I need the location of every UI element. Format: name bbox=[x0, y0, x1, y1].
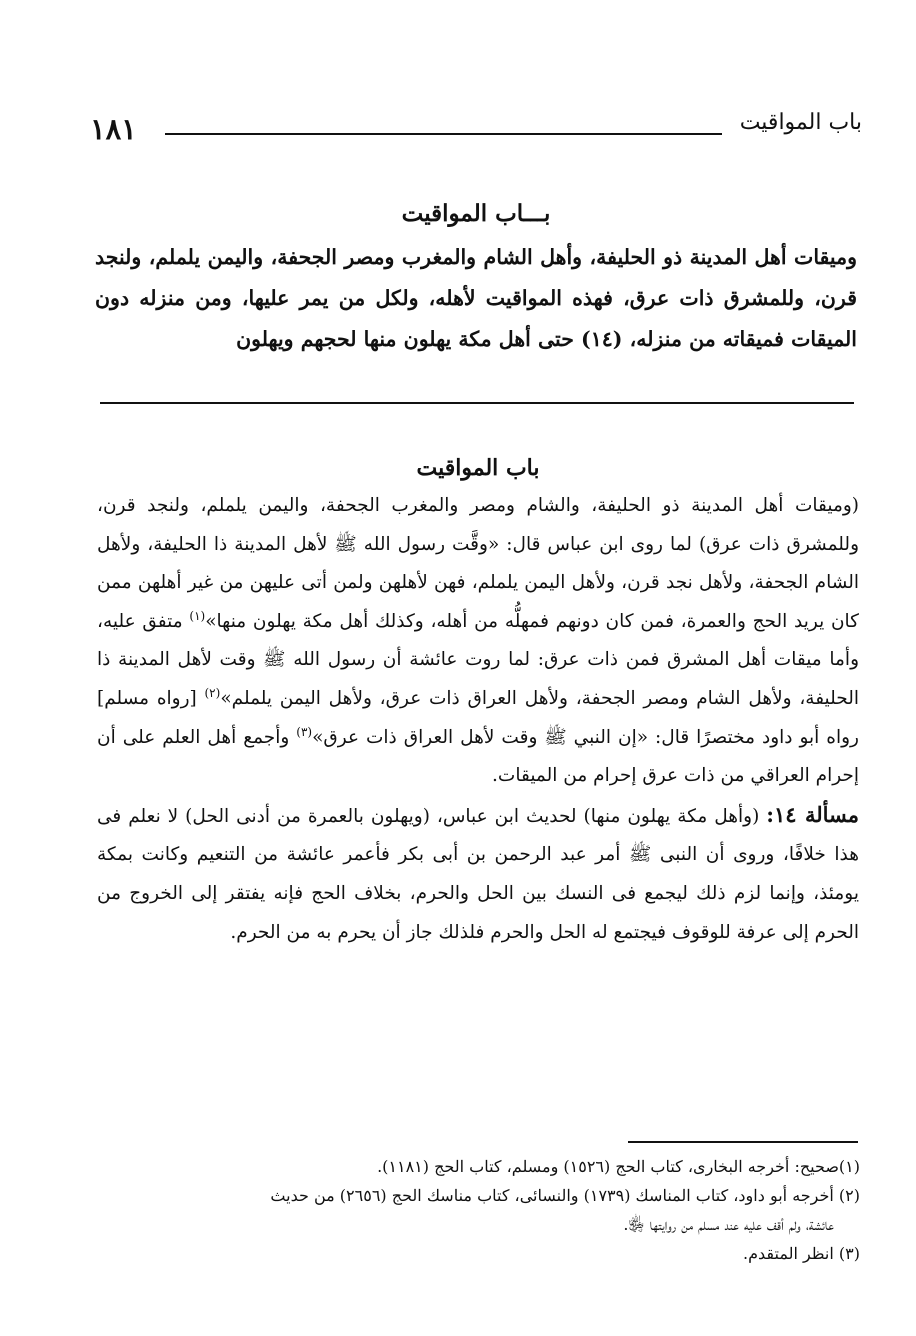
commentary-text-part: [رواه مسلم] رواه أبو داود مختصرًا قال: «إن النبي ﷺ وقت لأهل العراق ذات عرق» bbox=[97, 687, 859, 748]
commentary-text-part: وأجمع أهل العلم على أن إحرام العراقي من ذات عرق إحرام من الميقات. bbox=[97, 726, 859, 787]
commentary-paragraph bbox=[97, 487, 859, 796]
footnote-text: (٣) انظر المتقدم. bbox=[743, 1244, 860, 1263]
footnote-rule bbox=[628, 1141, 858, 1143]
footnote-ref-1[interactable]: (١) bbox=[189, 608, 206, 623]
chapter-title: باب المواقيت bbox=[739, 110, 862, 135]
footnote-continuation: عائشة، ولم أقف عليه عند مسلم من روايتها ﵂. bbox=[623, 1215, 834, 1234]
footnote-2 bbox=[100, 1181, 860, 1239]
footnote-ref-3[interactable]: (٣) bbox=[296, 724, 313, 739]
masala-paragraph bbox=[97, 796, 859, 952]
footnote-text: (١)صحيح: أخرجه البخارى، كتاب الحج (١٥٢٦) ومسلم، كتاب الحج (١١٨١). bbox=[377, 1157, 860, 1176]
matn-heading: بـــاب المواقيت bbox=[401, 200, 551, 227]
section-divider bbox=[100, 402, 854, 404]
header-rule bbox=[165, 133, 722, 135]
matn-text: وميقات أهل المدينة ذو الحليفة، وأهل الشام والمغرب ومصر الجحفة، واليمن يلملم، ولنجد قرن، وللمشرق ذات عرق، فهذه المواقيت لأهله، ولكل من يمر عليها، ومن منزله دون الميقات فميقاته من منزله، (١٤) حتى أهل مكة يهلون منها لحجهم ويهلون bbox=[95, 245, 857, 351]
footnote-text: (٢) أخرجه أبو داود، كتاب المناسك (١٧٣٩) والنسائى، كتاب مناسك الحج (٢٦٥٦) من حديث bbox=[270, 1186, 860, 1205]
commentary-heading: باب المواقيت bbox=[416, 455, 540, 481]
page-number: ١٨١ bbox=[90, 112, 137, 146]
masala-label: مسألة ١٤: bbox=[766, 801, 859, 827]
commentary-text-part: (وميقات أهل المدينة ذو الحليفة، والشام ومصر والمغرب الجحفة، واليمن يلملم، ولنجد قرن، وللمشرق ذات عرق) لما روى ابن عباس قال: «وقَّت رسول الله ﷺ لأهل المدينة ذا الحليفة، ولأهل الشام الجحفة، ولأهل نجد قرن، ولأهل اليمن يلملم، فهن لأهلهن ولمن أتى عليهن من غير أهلهن ممن كان يريد الحج والعمرة، فمن كان دونهم فمهلُّه من أهله، وكذلك أهل مكة يهلون منها» bbox=[97, 495, 859, 632]
masala-text: (وأهل مكة يهلون منها) لحديث ابن عباس، (ويهلون بالعمرة من أدنى الحل) لا نعلم فى هذا خلافًا، وروى أن النبى ﷺ أمر عبد الرحمن بن أبى بكر فأعمر عائشة من التنعيم وكانت بمكة يومئذ، وإنما لزم ذلك ليجمع فى النسك بين الحل والحرم، بخلاف الحج فإنه يفتقر إلى الخروج من الحرم إلى عرفة للوقوف فيجتمع له الحل والحرم فلذلك جاز أن يحرم به من الحرم. bbox=[97, 805, 859, 943]
matn-block bbox=[95, 200, 857, 360]
footnote-3 bbox=[100, 1239, 860, 1268]
commentary-block bbox=[97, 455, 859, 952]
commentary-text-part: متفق عليه، وأما ميقات أهل المشرق فمن ذات عرق: لما روت عائشة أن رسول الله ﷺ وقت لأهل المدينة ذا الحليفة، ولأهل الشام ومصر الجحفة، ولأهل العراق ذات عرق، ولأهل اليمن يلملم» bbox=[97, 610, 859, 709]
footnotes bbox=[100, 1152, 860, 1268]
running-header bbox=[90, 108, 862, 148]
footnote-ref-2[interactable]: (٢) bbox=[204, 685, 221, 700]
footnote-1 bbox=[100, 1152, 860, 1181]
